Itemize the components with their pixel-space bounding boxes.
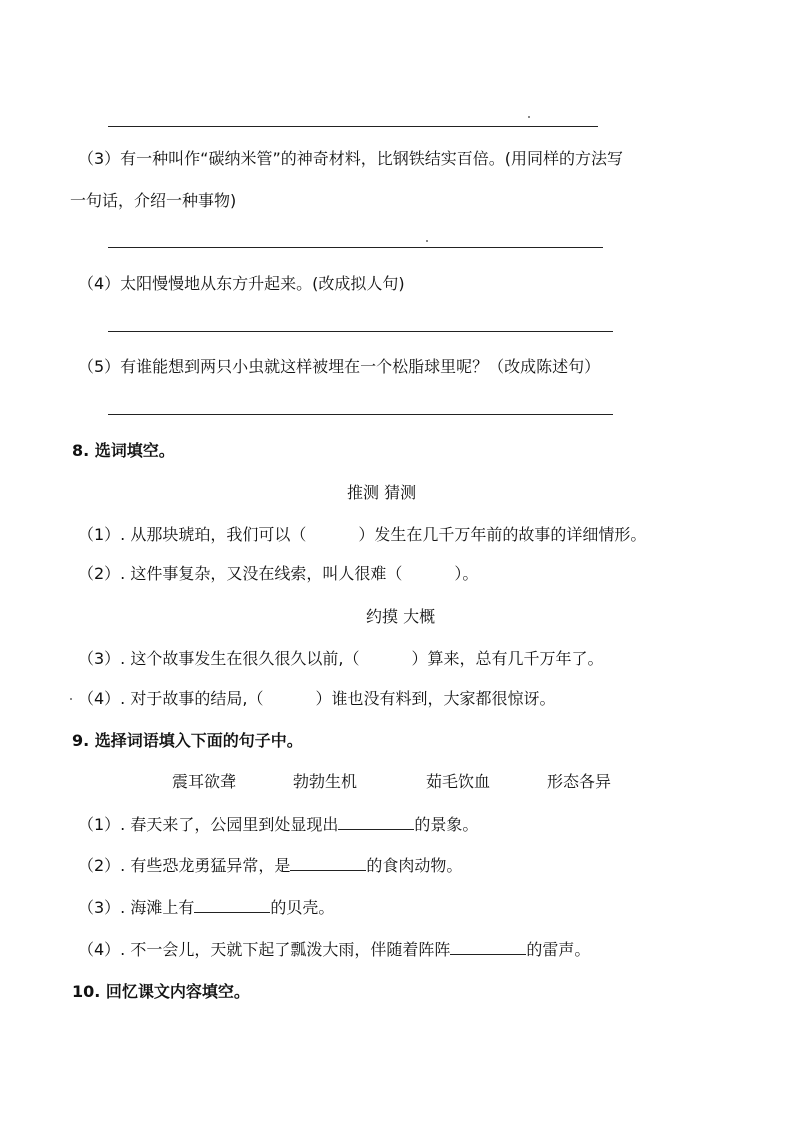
q8-word-group1: 推测 猜测	[347, 483, 417, 502]
q9-sentence2	[78, 856, 462, 876]
q7-item4: （4）太阳慢慢地从东方升起来。(改成拟人句)	[78, 274, 405, 293]
q9-s3-post: 的贝壳。	[270, 898, 335, 917]
q8-sentence1	[78, 525, 646, 545]
q8-word-group2: 约摸 大概	[366, 607, 436, 626]
q8-sentence2	[78, 564, 478, 584]
q9-s4-blank[interactable]	[450, 940, 526, 955]
q9-sentence1	[78, 815, 478, 835]
q8-s4-pre: （4）. 对于故事的结局,（	[78, 689, 264, 708]
q9-s4-post: 的雷声。	[526, 940, 591, 959]
q9-s2-post: 的食肉动物。	[366, 856, 463, 875]
q9-s3-pre: （3）. 海滩上有	[78, 898, 195, 917]
q9-word-2: 勃勃生机	[293, 772, 358, 791]
q9-title: 9. 选择词语填入下面的句子中。	[72, 731, 303, 750]
q9-s4-pre: （4）. 不一会儿，天就下起了瓢泼大雨，伴随着阵阵	[78, 940, 451, 959]
answer-line	[108, 331, 613, 332]
q8-s3-post: ）算来，总有几千万年了。	[411, 649, 604, 668]
q7-item3-line2: 一句话，介绍一种事物)	[70, 191, 237, 210]
q7-item3-line1: （3）有一种叫作“碳纳米管”的神奇材料，比钢铁结实百倍。(用同样的方法写	[78, 149, 624, 168]
q9-word-4: 形态各异	[547, 772, 612, 791]
answer-line	[108, 126, 598, 127]
q9-sentence3	[78, 898, 334, 918]
speck	[528, 116, 530, 118]
q9-s1-post: 的景象。	[414, 815, 479, 834]
q8-s3-pre: （3）. 这个故事发生在很久很久以前,（	[78, 649, 360, 668]
q8-s2-pre: （2）. 这件事复杂，又没在线索，叫人很难（	[78, 564, 403, 583]
speck	[426, 240, 428, 242]
q9-s1-pre: （1）. 春天来了，公园里到处显现出	[78, 815, 339, 834]
q8-s1-post: ）发生在几千万年前的故事的详细情形。	[358, 525, 647, 544]
q9-s1-blank[interactable]	[338, 815, 414, 830]
q9-s2-pre: （2）. 有些恐龙勇猛异常，是	[78, 856, 291, 875]
q7-item5: （5）有谁能想到两只小虫就这样被埋在一个松脂球里呢？（改成陈述句）	[78, 357, 601, 376]
q9-word-3: 茹毛饮血	[426, 772, 491, 791]
q8-s1-pre: （1）. 从那块琥珀，我们可以（	[78, 525, 307, 544]
q10-title: 10. 回忆课文内容填空。	[72, 982, 250, 1001]
q8-s2-post: ）。	[454, 564, 479, 583]
q8-title: 8. 选词填空。	[72, 441, 175, 460]
q9-s2-blank[interactable]	[290, 856, 366, 871]
q8-s4-post: ）谁也没有料到，大家都很惊讶。	[315, 689, 556, 708]
speck	[70, 698, 72, 700]
q9-s3-blank[interactable]	[194, 898, 270, 913]
answer-line	[108, 247, 603, 248]
q8-sentence4	[78, 689, 555, 709]
q9-sentence4	[78, 940, 590, 960]
q9-word-1: 震耳欲聋	[172, 772, 237, 791]
answer-line	[108, 414, 613, 415]
q8-sentence3	[78, 649, 603, 669]
